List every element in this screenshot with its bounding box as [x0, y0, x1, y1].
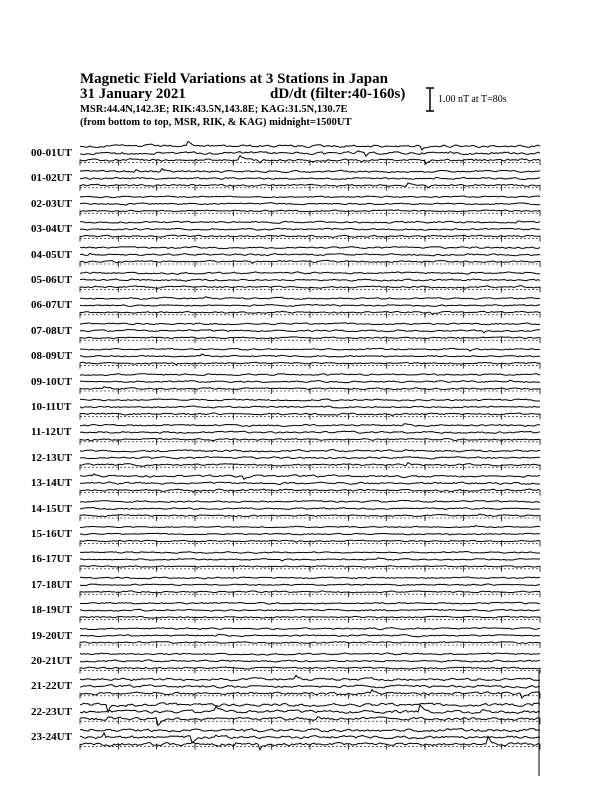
- trace-21-22UT-RIK: [80, 685, 540, 689]
- trace-18-19UT-RIK: [80, 609, 540, 611]
- station-coordinates: MSR:44.4N,142.3E; RIK:43.5N,143.8E; KAG:31.5N,130.7E: [80, 104, 348, 115]
- row-label-12-13UT: 12-13UT: [31, 451, 72, 464]
- trace-13-14UT-RIK: [80, 482, 540, 485]
- trace-10-11UT-RIK: [80, 406, 540, 408]
- trace-17-18UT-KAG: [80, 577, 540, 579]
- trace-18-19UT-KAG: [80, 602, 540, 604]
- trace-02-03UT-KAG: [80, 196, 540, 198]
- trace-07-08UT-RIK: [80, 329, 540, 333]
- row-label-22-23UT: 22-23UT: [31, 705, 72, 718]
- row-label-09-10UT: 09-10UT: [31, 375, 72, 388]
- trace-17-18UT-RIK: [80, 584, 540, 586]
- trace-23-24UT-KAG: [80, 729, 540, 733]
- trace-13-14UT-KAG: [80, 474, 540, 480]
- row-label-07-08UT: 07-08UT: [31, 324, 72, 337]
- trace-06-07UT-RIK: [80, 305, 540, 307]
- row-label-14-15UT: 14-15UT: [31, 502, 72, 515]
- trace-06-07UT-KAG: [80, 297, 540, 300]
- trace-14-15UT-RIK: [80, 508, 540, 510]
- trace-09-10UT-KAG: [80, 374, 540, 376]
- trace-03-04UT-KAG: [80, 221, 540, 223]
- row-label-15-16UT: 15-16UT: [31, 528, 72, 540]
- trace-00-01UT-RIK: [80, 151, 540, 156]
- row-label-11-12UT: 11-12UT: [31, 426, 72, 439]
- trace-12-13UT-RIK: [80, 457, 540, 459]
- trace-21-22UT-KAG: [80, 675, 540, 681]
- trace-04-05UT-RIK: [80, 253, 540, 256]
- trace-14-15UT-KAG: [80, 500, 540, 502]
- trace-19-20UT-KAG: [80, 628, 540, 630]
- trace-15-16UT-KAG: [80, 526, 540, 528]
- scale-bar-icon: [426, 88, 434, 111]
- row-label-23-24UT: 23-24UT: [31, 731, 72, 744]
- row-label-05-06UT: 05-06UT: [31, 274, 72, 286]
- row-label-06-07UT: 06-07UT: [31, 299, 72, 312]
- trace-11-12UT-KAG: [80, 424, 540, 427]
- scale-label: 1.00 nT at T=80s: [438, 94, 507, 105]
- trace-07-08UT-KAG: [80, 323, 540, 325]
- trace-23-24UT-RIK: [80, 733, 540, 743]
- trace-05-06UT-RIK: [80, 279, 540, 281]
- trace-01-02UT-RIK: [80, 177, 540, 179]
- trace-02-03UT-RIK: [80, 203, 540, 206]
- row-label-01-02UT: 01-02UT: [31, 172, 72, 185]
- trace-16-17UT-KAG: [80, 552, 540, 554]
- date-label: 31 January 2021: [80, 86, 186, 102]
- station-order-note: (from bottom to top, MSR, RIK, & KAG) midnight=1500UT: [80, 117, 352, 128]
- row-label-00-01UT: 00-01UT: [31, 147, 72, 159]
- row-label-03-04UT: 03-04UT: [31, 223, 72, 236]
- trace-11-12UT-RIK: [80, 431, 540, 433]
- row-label-02-03UT: 02-03UT: [31, 197, 72, 210]
- trace-09-10UT-RIK: [80, 380, 540, 383]
- trace-12-13UT-KAG: [80, 450, 540, 452]
- row-label-18-19UT: 18-19UT: [31, 604, 72, 617]
- trace-01-02UT-KAG: [80, 169, 540, 173]
- quantity-label: dD/dt (filter:40-160s): [270, 86, 406, 102]
- trace-04-05UT-KAG: [80, 247, 540, 249]
- row-label-04-05UT: 04-05UT: [31, 248, 72, 261]
- chart-title: Magnetic Field Variations at 3 Stations in Japan: [80, 71, 388, 87]
- row-label-17-18UT: 17-18UT: [31, 578, 72, 591]
- trace-19-20UT-RIK: [80, 634, 540, 636]
- trace-00-01UT-KAG: [80, 141, 540, 150]
- trace-15-16UT-RIK: [80, 533, 540, 535]
- row-label-08-09UT: 08-09UT: [31, 350, 72, 363]
- trace-20-21UT-RIK: [80, 660, 540, 662]
- trace-08-09UT-RIK: [80, 354, 540, 357]
- row-label-13-14UT: 13-14UT: [31, 477, 72, 490]
- row-label-10-11UT: 10-11UT: [31, 401, 72, 413]
- row-label-19-20UT: 19-20UT: [31, 629, 72, 642]
- trace-03-04UT-RIK: [80, 228, 540, 230]
- trace-10-11UT-KAG: [80, 399, 540, 401]
- trace-08-09UT-KAG: [80, 348, 540, 351]
- trace-20-21UT-KAG: [80, 653, 540, 655]
- row-label-21-22UT: 21-22UT: [31, 680, 72, 693]
- row-label-16-17UT: 16-17UT: [31, 553, 72, 566]
- trace-05-06UT-KAG: [80, 272, 540, 275]
- trace-16-17UT-RIK: [80, 558, 540, 561]
- row-label-20-21UT: 20-21UT: [31, 655, 72, 667]
